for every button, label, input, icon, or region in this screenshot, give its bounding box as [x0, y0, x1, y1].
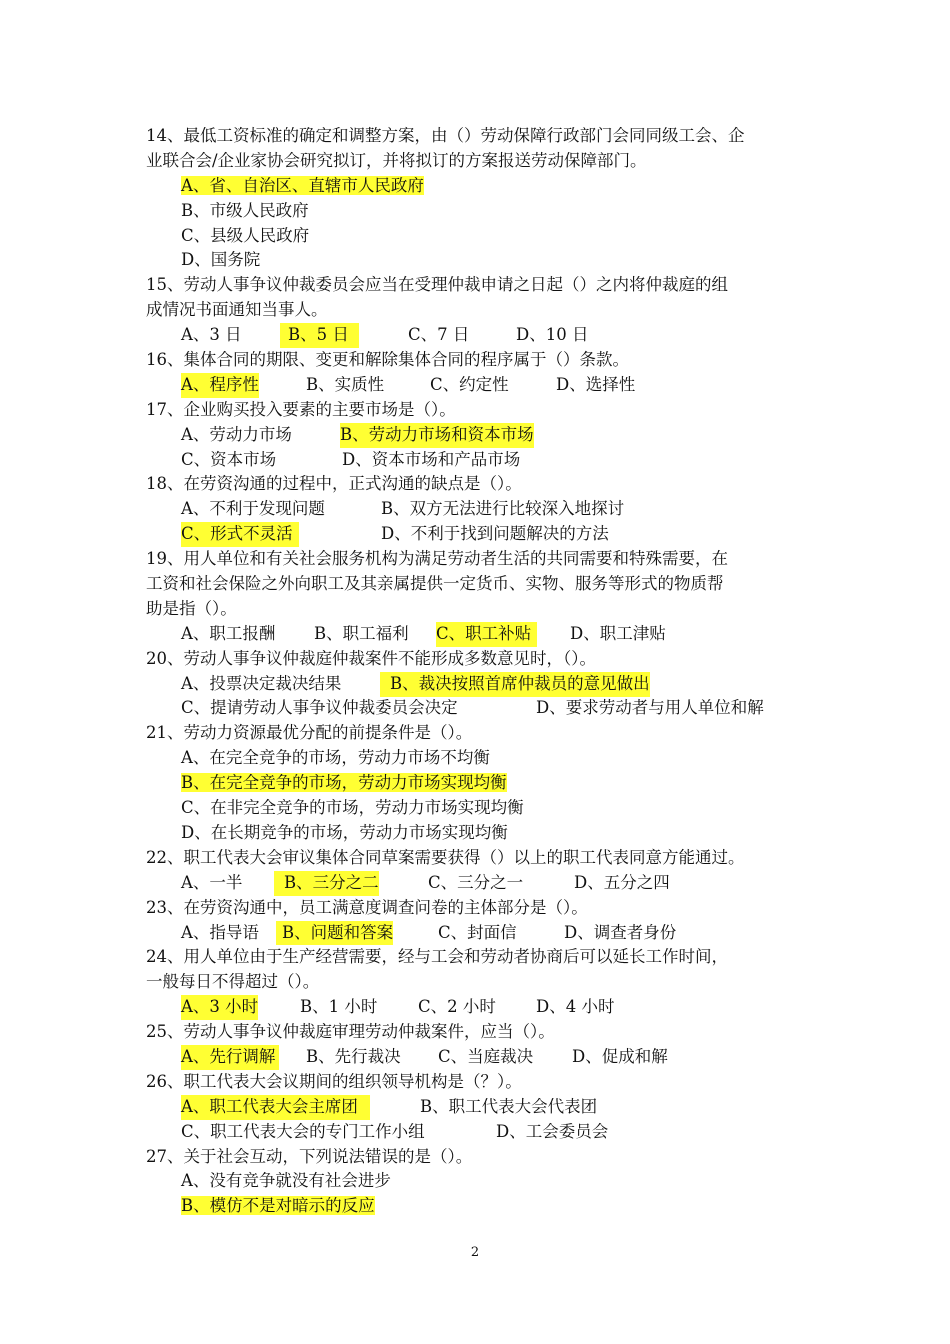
- question-text: 工资和社会保险之外向职工及其亲属提供一定货币、实物、服务等形式的物质帮: [146, 574, 724, 594]
- option-line: [146, 224, 816, 249]
- option-answer: B、模仿不是对暗示的反应: [181, 1196, 375, 1216]
- question-text: 23、在劳资沟通中，员工满意度调查问卷的主体部分是（）。: [146, 897, 588, 917]
- option-line: [146, 373, 816, 398]
- option: D、要求劳动者与用人单位和解: [536, 698, 764, 718]
- option: A、3 日: [181, 325, 242, 345]
- option-answer: A、程序性: [181, 373, 259, 398]
- option: B、1 小时: [300, 997, 378, 1017]
- question-text: 24、用人单位由于生产经营需要，经与工会和劳动者协商后可以延长工作时间，: [146, 947, 728, 967]
- option: D、职工津贴: [570, 623, 666, 643]
- question-text: 助是指（）。: [146, 598, 237, 618]
- option: A、没有竞争就没有社会进步: [181, 1171, 391, 1191]
- option-answer: A、省、自治区、直辖市人民政府: [181, 175, 424, 195]
- option: C、封面信: [438, 922, 517, 942]
- option-answer: B、在完全竞争的市场，劳动力市场实现均衡: [181, 773, 507, 793]
- option-line: [146, 821, 816, 846]
- option: B、市级人民政府: [181, 200, 309, 220]
- option: B、双方无法进行比较深入地探讨: [381, 499, 625, 519]
- option-line: [146, 448, 816, 473]
- option: C、当庭裁决: [438, 1046, 534, 1066]
- option-answer: B、三分之二: [274, 871, 379, 896]
- question-text: 20、劳动人事争议仲裁庭仲裁案件不能形成多数意见时，（）。: [146, 648, 596, 668]
- option: D、选择性: [556, 374, 636, 394]
- option-line: [146, 871, 816, 896]
- option-answer: A、职工代表大会主席团: [181, 1095, 370, 1120]
- option-line: [146, 995, 816, 1020]
- option: D、工会委员会: [496, 1121, 609, 1141]
- page-number: 2: [470, 1245, 480, 1260]
- question-text: 18、在劳资沟通的过程中，正式沟通的缺点是（）。: [146, 474, 522, 494]
- question-text: 22、职工代表大会审议集体合同草案需要获得（）以上的职工代表同意方能通过。: [146, 847, 745, 867]
- question-text: 15、劳动人事争议仲裁委员会应当在受理仲裁申请之日起（）之内将仲裁庭的组: [146, 275, 728, 295]
- option: D、4 小时: [536, 997, 615, 1017]
- option-answer: B、劳动力市场和资本市场: [340, 423, 534, 448]
- option-line: [146, 522, 816, 547]
- option: A、指导语: [181, 922, 259, 942]
- option-line: [146, 1120, 816, 1145]
- option: A、在完全竞争的市场，劳动力市场不均衡: [181, 748, 490, 768]
- option: B、实质性: [306, 374, 385, 394]
- question-text: 业联合会/企业家协会研究拟订，并将拟订的方案报送劳动保障部门。: [146, 150, 647, 170]
- option-answer: A、先行调解: [181, 1045, 279, 1070]
- option: D、调查者身份: [564, 922, 677, 942]
- option-line: [146, 199, 816, 224]
- question-list: [146, 124, 816, 1219]
- option-line: [146, 423, 816, 448]
- option: C、三分之一: [428, 872, 524, 892]
- question-text: 一般每日不得超过（）。: [146, 972, 320, 992]
- option: D、五分之四: [574, 872, 670, 892]
- option: A、不利于发现问题: [181, 499, 325, 519]
- question-text: 14、最低工资标准的确定和调整方案，由（）劳动保障行政部门会同同级工会、企: [146, 126, 745, 145]
- option: B、先行裁决: [306, 1046, 401, 1066]
- question-text: 21、劳动力资源最优分配的前提条件是（）。: [146, 723, 473, 743]
- option: C、县级人民政府: [181, 225, 310, 245]
- option-line: [146, 1194, 816, 1219]
- option-line: [146, 323, 816, 348]
- option-line: [146, 1095, 816, 1120]
- option: A、劳动力市场: [181, 424, 292, 444]
- option-line: [146, 174, 816, 199]
- question-text: 16、集体合同的期限、变更和解除集体合同的程序属于（）条款。: [146, 350, 629, 370]
- option-answer: A、3 小时: [181, 995, 258, 1020]
- option: B、职工代表大会代表团: [420, 1096, 598, 1116]
- option: D、国务院: [181, 250, 261, 270]
- option-answer: C、职工补贴: [436, 622, 537, 647]
- question-text: 成情况书面通知当事人。: [146, 300, 328, 320]
- option-line: [146, 1045, 816, 1070]
- option: C、资本市场: [181, 449, 277, 469]
- option-answer: C、形式不灵活: [181, 522, 299, 547]
- option: C、7 日: [408, 325, 470, 345]
- option: A、一半: [181, 872, 243, 892]
- option-line: [146, 1169, 816, 1194]
- option-line: [146, 672, 816, 697]
- option-line: [146, 248, 816, 273]
- question-text: 27、关于社会互动，下列说法错误的是（）。: [146, 1146, 473, 1166]
- option-line: [146, 921, 816, 946]
- option-answer: B、5 日: [280, 323, 359, 348]
- option-line: [146, 796, 816, 821]
- option-line: [146, 696, 816, 721]
- option: C、职工代表大会的专门工作小组: [181, 1121, 425, 1141]
- question-text: 17、企业购买投入要素的主要市场是（）。: [146, 399, 456, 419]
- option: D、不利于找到问题解决的方法: [381, 524, 609, 544]
- question-text: 25、劳动人事争议仲裁庭审理劳动仲裁案件，应当（）。: [146, 1022, 555, 1042]
- option: C、约定性: [430, 374, 509, 394]
- option-answer: B、问题和答案: [276, 921, 393, 946]
- option-answer: B、裁决按照首席仲裁员的意见做出: [380, 672, 650, 697]
- option: C、在非完全竞争的市场，劳动力市场实现均衡: [181, 798, 524, 818]
- option: D、促成和解: [572, 1046, 668, 1066]
- option-line: [146, 622, 816, 647]
- option-line: [146, 746, 816, 771]
- option: B、职工福利: [314, 623, 409, 643]
- option-line: [146, 497, 816, 522]
- option: A、职工报酬: [181, 623, 276, 643]
- option: D、在长期竞争的市场，劳动力市场实现均衡: [181, 822, 508, 842]
- option: A、投票决定裁决结果: [181, 673, 342, 693]
- question-text: 26、职工代表大会议期间的组织领导机构是（？）。: [146, 1071, 522, 1091]
- option: C、2 小时: [418, 997, 496, 1017]
- option: D、资本市场和产品市场: [342, 449, 521, 469]
- option: C、提请劳动人事争议仲裁委员会决定: [181, 698, 458, 718]
- option-line: [146, 771, 816, 796]
- option: D、10 日: [516, 325, 589, 345]
- question-text: 19、用人单位和有关社会服务机构为满足劳动者生活的共同需要和特殊需要，在: [146, 549, 728, 569]
